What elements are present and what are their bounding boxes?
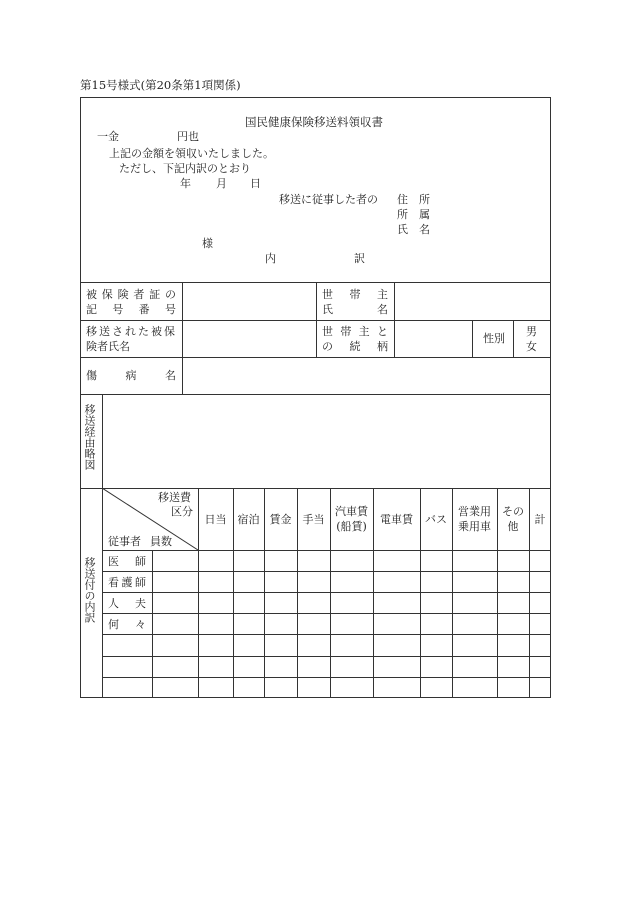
amount-prefix: 一金 — [97, 130, 119, 143]
mover-affiliation-label: 所 属 — [397, 208, 430, 221]
relation-label-line2: の 続 柄 — [322, 340, 388, 353]
staff-label: 従事者 — [108, 535, 141, 548]
sex-label: 性別 — [483, 332, 505, 345]
form-number: 第15号様式(第20条第1項関係) — [80, 78, 241, 92]
mover-address-label: 住 所 — [397, 193, 430, 206]
householder-label-line1: 世 帯 主 — [322, 288, 388, 301]
column-header-taxi: 営業用 乗用車 — [458, 505, 491, 533]
insurance-card-label-line2: 記 号 番 号 — [86, 303, 176, 316]
mover-label: 移送に従事した者の — [279, 193, 378, 206]
route-sketch-label: 移送経由略図 — [83, 404, 96, 470]
form-frame — [80, 97, 551, 698]
mover-name-label: 氏 名 — [397, 223, 430, 236]
receipt-title: 国民健康保険移送料領収書 — [245, 115, 383, 129]
illness-label: 傷 病 名 — [86, 369, 176, 382]
staff-etc: 何 々 — [108, 618, 146, 631]
amount-suffix: 円也 — [177, 130, 199, 143]
staff-nurse: 看 護 師 — [108, 576, 146, 589]
transported-label-line1: 移送された被保 — [86, 325, 177, 338]
breakdown-heading: 内 訳 — [265, 252, 365, 265]
insurance-card-label-line1: 被 保 険 者 証 の — [86, 288, 176, 301]
column-header-tram-fare: 電車賃 — [380, 513, 413, 526]
relation-label-line1: 世 帯 主 と — [322, 325, 388, 338]
column-header-lodging: 宿泊 — [237, 513, 260, 526]
staff-doctor: 医 師 — [108, 555, 146, 568]
receipt-statement: 上記の金額を領収いたしました。 — [109, 147, 274, 160]
sex-female: 女 — [526, 340, 537, 353]
transported-label-line2: 険者氏名 — [86, 340, 130, 353]
date-month: 月 — [216, 177, 227, 190]
honorific: 様 — [202, 237, 213, 250]
breakdown-section-label: 移送付の内訳 — [83, 557, 96, 623]
date-day: 日 — [250, 177, 261, 190]
column-header-allowance: 手当 — [302, 513, 325, 526]
column-header-train-fare: 汽車賃 (船賃) — [335, 505, 368, 533]
sex-male: 男 — [526, 325, 537, 338]
staff-laborer: 人 夫 — [108, 597, 146, 610]
householder-label-line2: 氏 名 — [322, 303, 388, 316]
breakdown-note: ただし、下記内訳のとおり — [119, 162, 251, 175]
count-label: 員数 — [150, 535, 172, 548]
column-header-bus: バス — [425, 513, 447, 526]
date-year: 年 — [180, 177, 191, 190]
cost-category-label-2: 区分 — [171, 505, 193, 518]
column-header-other: その 他 — [502, 505, 524, 533]
cost-category-label: 移送費 — [158, 491, 191, 504]
column-header-wages: 賃金 — [269, 513, 292, 526]
column-header-total: 計 — [534, 513, 546, 526]
column-header-daily-allowance: 日当 — [204, 513, 227, 526]
